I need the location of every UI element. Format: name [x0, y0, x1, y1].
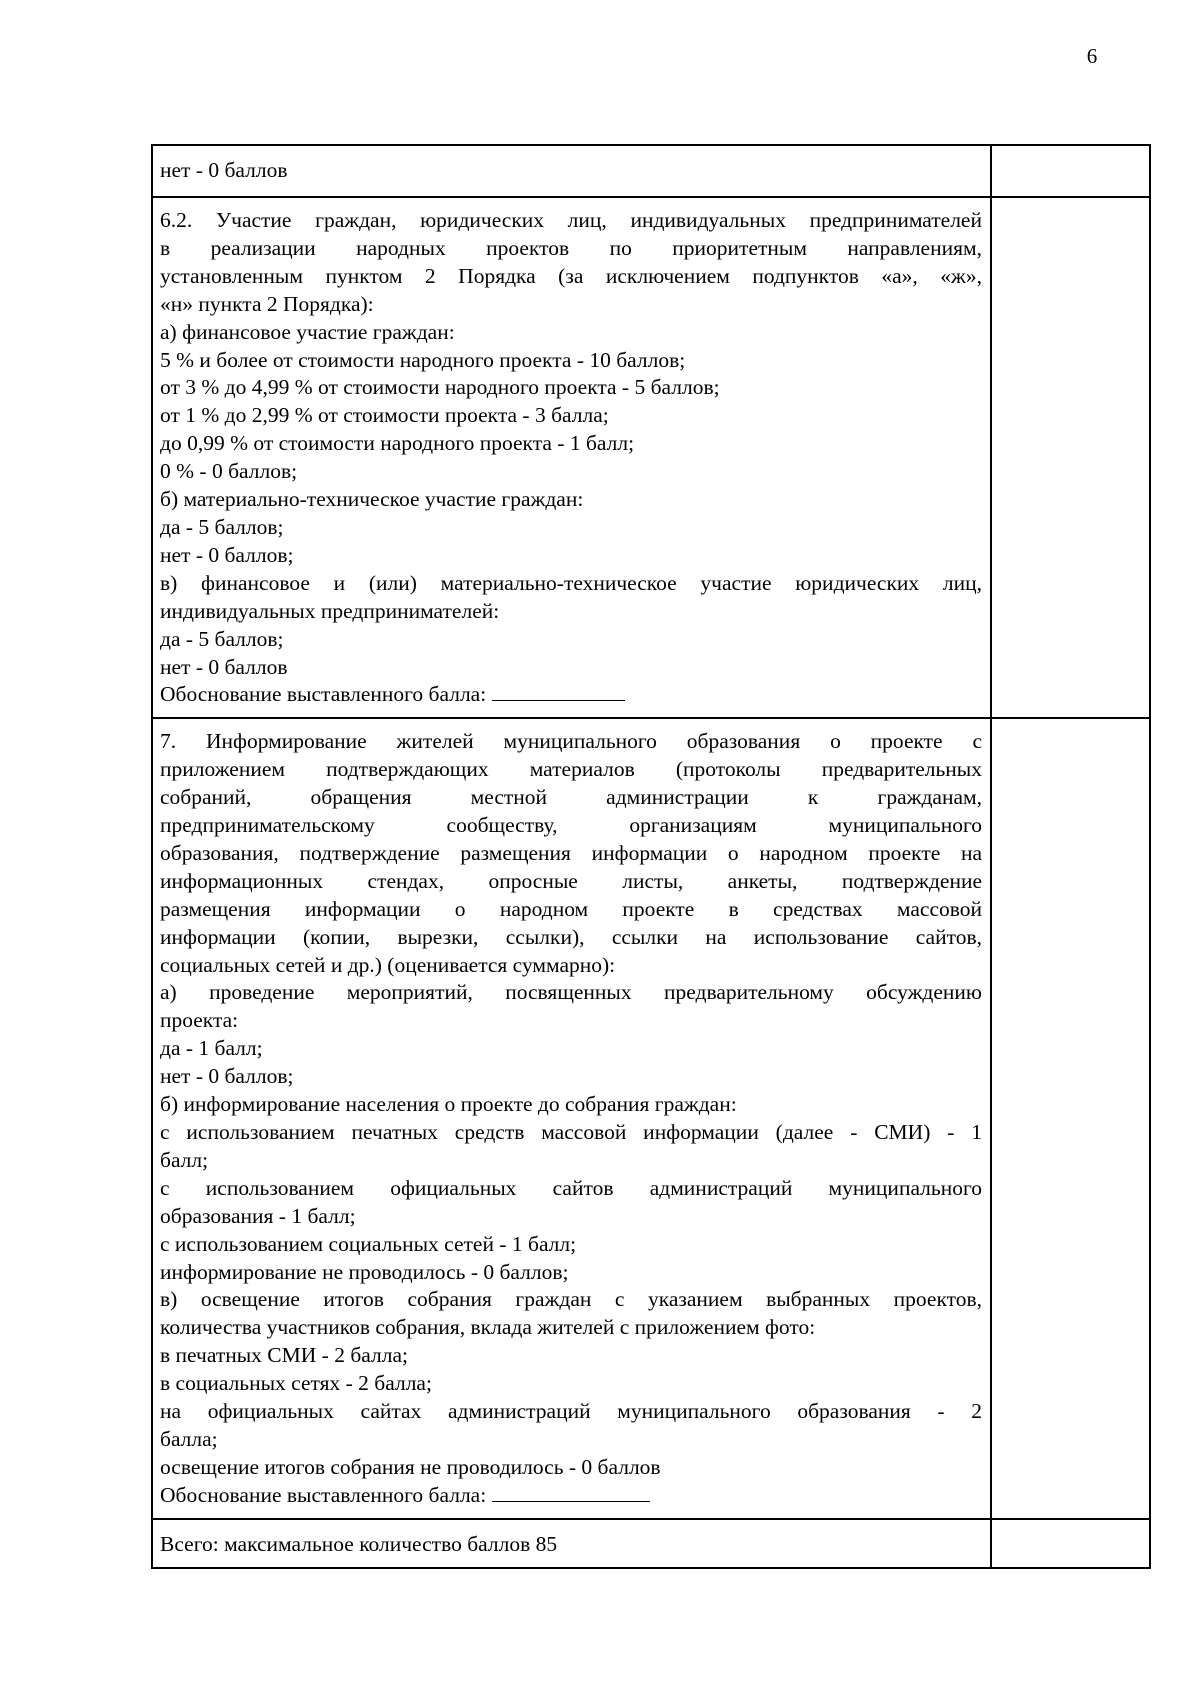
criteria-line: до 0,99 % от стоимости народного проекта - 1 балл;	[160, 431, 635, 456]
criteria-line: приложением подтверждающих материалов (протоколы предварительных	[160, 757, 982, 782]
criteria-line: с использованием социальных сетей - 1 балл;	[160, 1231, 577, 1256]
scoring-criteria-table	[151, 144, 1151, 1569]
criteria-cell	[152, 1519, 991, 1568]
criteria-line: от 3 % до 4,99 % от стоимости народного проекта - 5 баллов;	[160, 375, 720, 400]
criteria-line: на официальных сайтах администраций муниципального образования - 2	[160, 1399, 982, 1424]
criteria-line: нет - 0 баллов;	[160, 1064, 294, 1089]
criteria-line: нет - 0 баллов	[160, 158, 288, 182]
criteria-line: образования - 1 балл;	[160, 1203, 356, 1228]
criteria-line: в социальных сетях - 2 балла;	[160, 1371, 432, 1396]
score-cell	[991, 145, 1150, 197]
justification-blank[interactable]	[492, 682, 625, 701]
score-cell	[991, 1519, 1150, 1568]
criteria-line: 6.2. Участие граждан, юридических лиц, индивидуальных предпринимателей	[160, 208, 982, 232]
page-number: 6	[1086, 44, 1098, 68]
table-row	[152, 1519, 1150, 1568]
justification-line	[160, 1482, 982, 1510]
criteria-line: количества участников собрания, вклада жителей с приложением фото:	[160, 1315, 816, 1340]
criteria-line: собраний, обращения местной администрации к гражданам,	[160, 785, 982, 810]
criteria-line: в печатных СМИ - 2 балла;	[160, 1343, 408, 1368]
justification-line	[160, 681, 982, 709]
criteria-line: в реализации народных проектов по приоритетным направлениям,	[160, 235, 982, 260]
criteria-line: информационных стендах, опросные листы, анкеты, подтверждение	[160, 868, 982, 893]
criteria-line: индивидуальных предпринимателей:	[160, 598, 500, 623]
criteria-line: освещение итогов собрания не проводилось - 0 баллов	[160, 1454, 661, 1479]
justification-label: Обоснование выставленного балла:	[160, 682, 492, 707]
criteria-line: Всего: максимальное количество баллов 85	[160, 1531, 558, 1556]
criteria-line: да - 5 баллов;	[160, 514, 284, 539]
criteria-line: проекта:	[160, 1008, 239, 1033]
criteria-line: б) материально-техническое участие граждан:	[160, 487, 584, 512]
criteria-line: да - 1 балл;	[160, 1036, 263, 1061]
table-row	[152, 718, 1150, 1518]
criteria-line: 5 % и более от стоимости народного проекта - 10 баллов;	[160, 347, 686, 372]
criteria-line: информации (копии, вырезки, ссылки), ссылки на использование сайтов,	[160, 924, 982, 949]
criteria-line: с использованием официальных сайтов администраций муниципального	[160, 1175, 982, 1200]
table-row	[152, 197, 1150, 718]
justification-label: Обоснование выставленного балла:	[160, 1482, 492, 1507]
score-cell	[991, 197, 1150, 718]
criteria-line: а) финансовое участие граждан:	[160, 319, 455, 344]
criteria-line: предпринимательскому сообществу, организациям муниципального	[160, 813, 982, 838]
criteria-line: 0 % - 0 баллов;	[160, 459, 298, 484]
criteria-line: б) информирование населения о проекте до собрания граждан:	[160, 1092, 737, 1117]
criteria-line: «н» пункта 2 Порядка):	[160, 291, 374, 316]
criteria-line: нет - 0 баллов	[160, 654, 288, 679]
criteria-line: в) финансовое и (или) материально-техническое участие юридических лиц,	[160, 570, 982, 595]
criteria-line: образования, подтверждение размещения информации о народном проекте на	[160, 840, 982, 865]
criteria-line: от 1 % до 2,99 % от стоимости проекта - 3 балла;	[160, 403, 609, 428]
criteria-line: нет - 0 баллов;	[160, 542, 294, 567]
criteria-line: социальных сетей и др.) (оценивается суммарно):	[160, 952, 616, 977]
criteria-line: 7. Информирование жителей муниципального образования о проекте с	[160, 729, 982, 754]
score-cell	[991, 718, 1150, 1518]
criteria-line: а) проведение мероприятий, посвященных предварительному обсуждению	[160, 980, 982, 1005]
criteria-line: с использованием печатных средств массовой информации (далее - СМИ) - 1	[160, 1120, 982, 1144]
criteria-line: балла;	[160, 1426, 218, 1451]
criteria-line: информирование не проводилось - 0 баллов;	[160, 1259, 569, 1284]
criteria-line: да - 5 баллов;	[160, 626, 284, 651]
criteria-line: в) освещение итогов собрания граждан с указанием выбранных проектов,	[160, 1287, 982, 1312]
criteria-cell	[152, 718, 991, 1518]
justification-blank[interactable]	[492, 1483, 650, 1502]
table-row	[152, 145, 1150, 197]
criteria-cell	[152, 145, 991, 197]
criteria-cell	[152, 197, 991, 718]
criteria-line: размещения информации о народном проекте в средствах массовой	[160, 896, 982, 921]
criteria-line: балл;	[160, 1147, 209, 1172]
criteria-line: установленным пунктом 2 Порядка (за исключением подпунктов «а», «ж»,	[160, 263, 982, 288]
